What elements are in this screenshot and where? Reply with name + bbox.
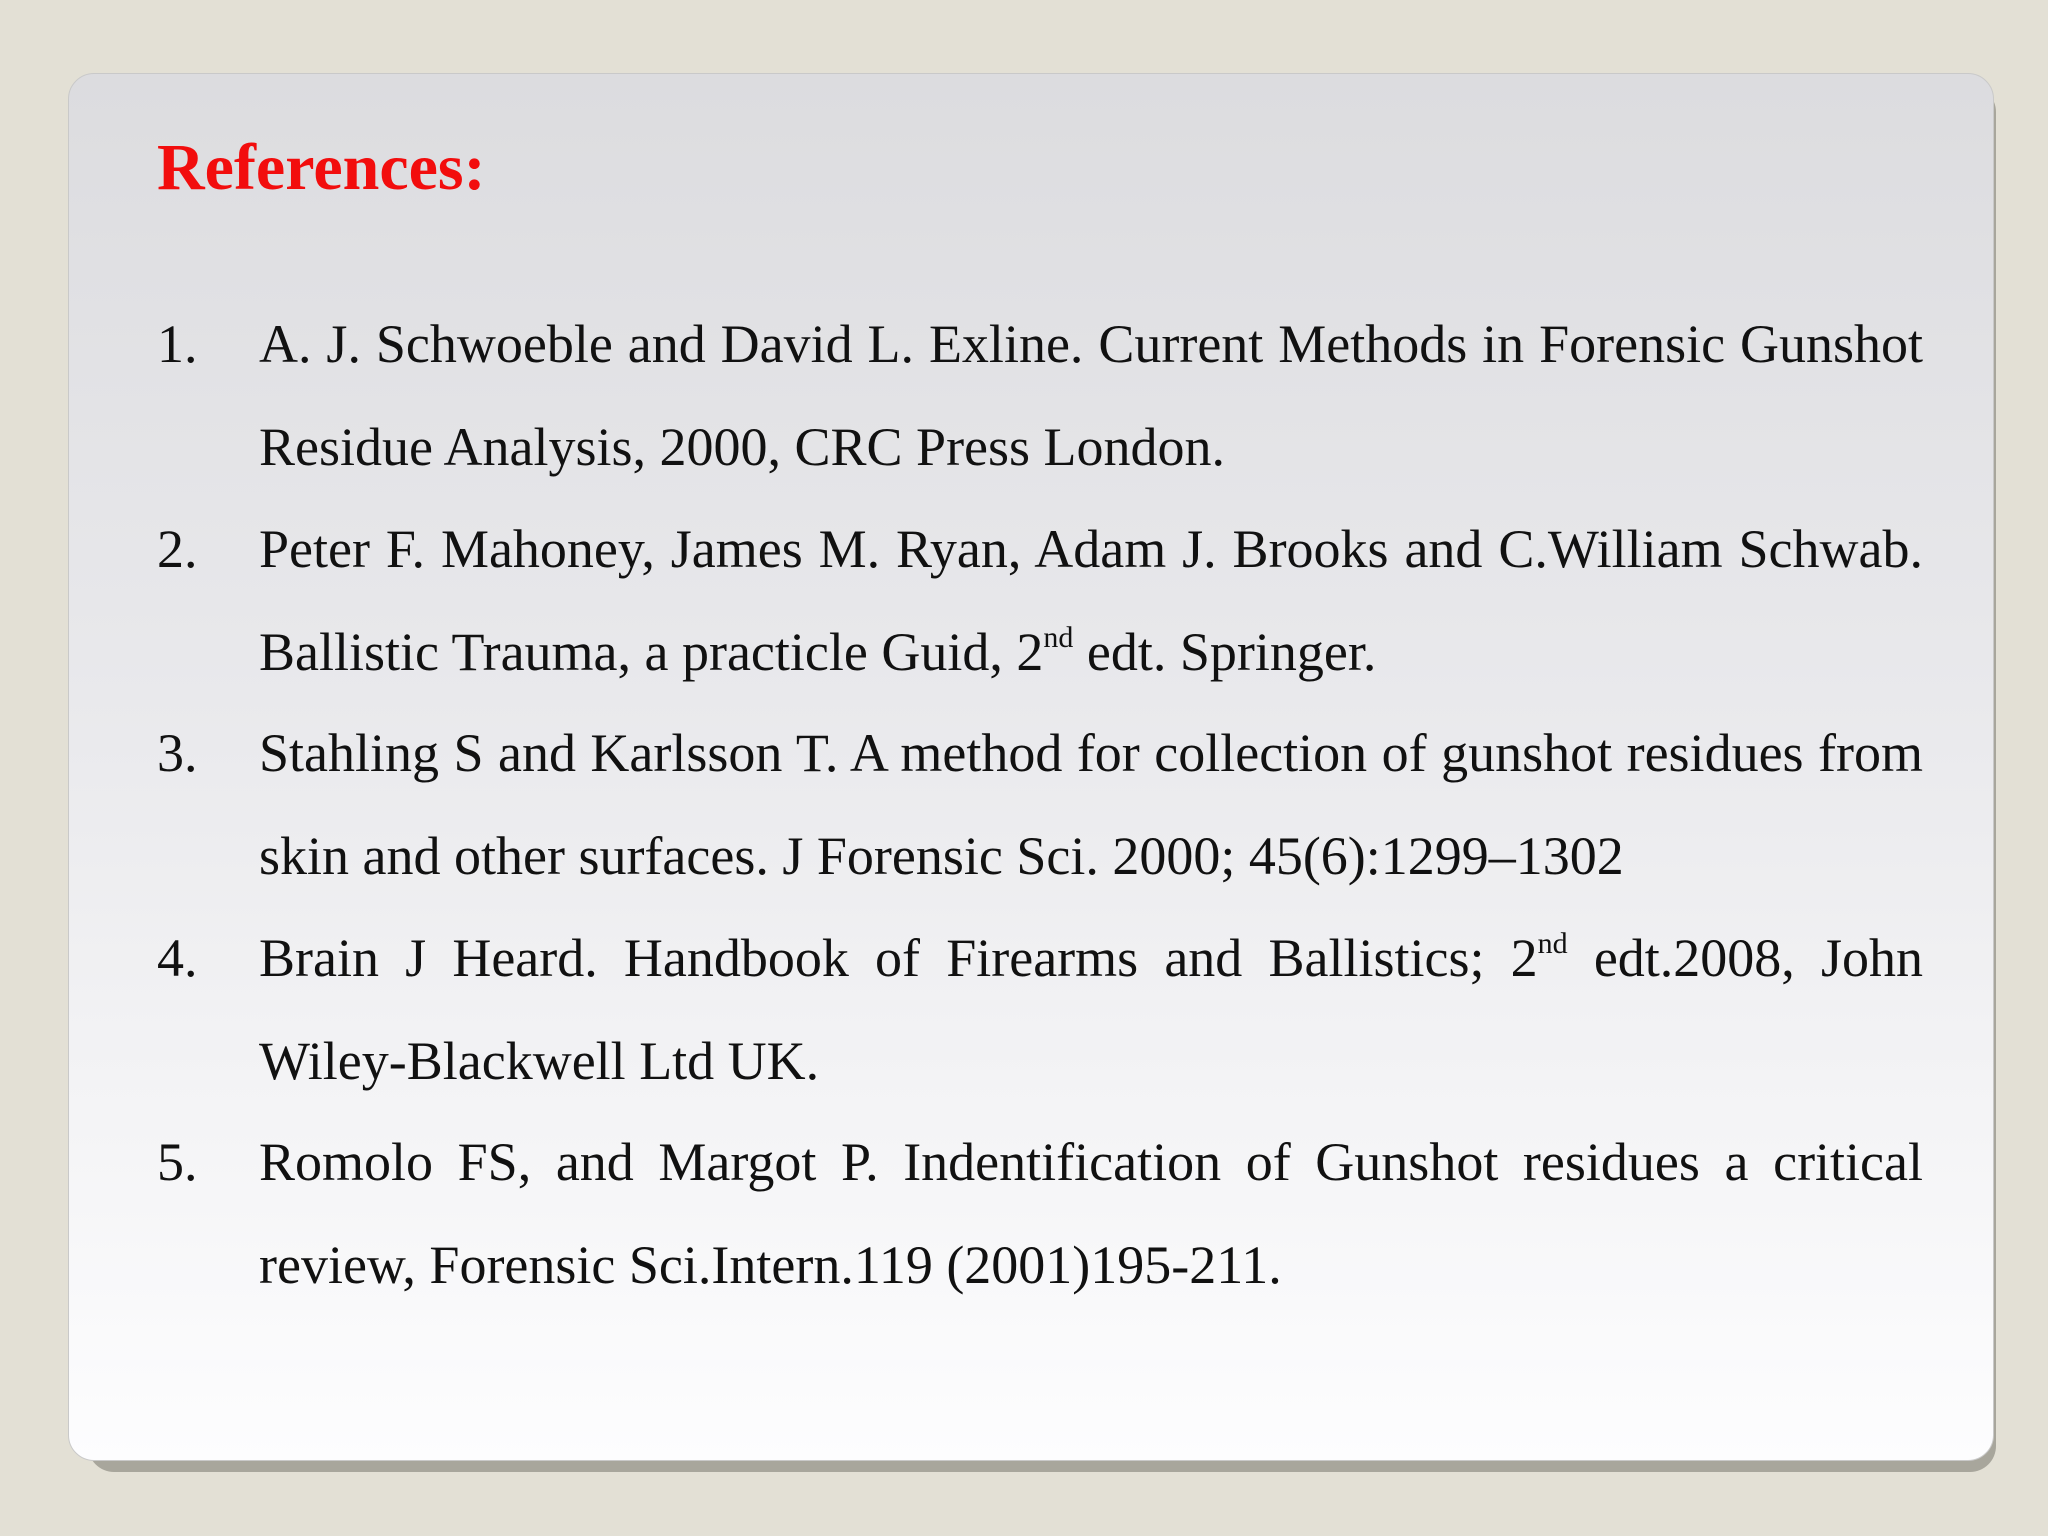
reference-number: 5.: [157, 1132, 198, 1192]
reference-number: 2.: [157, 519, 198, 579]
reference-text: A. J. Schwoeble and David L. Exline. Current Methods in Forensic Gunshot Residue Analysis, 2000, CRC Press London.: [259, 314, 1923, 477]
slide-title: References:: [157, 131, 486, 204]
reference-text-part: edt. Springer.: [1073, 622, 1377, 682]
reference-text: [259, 907, 1923, 1113]
reference-text: [259, 498, 1923, 704]
reference-text: Romolo FS, and Margot P. Indentification of Gunshot residues a critical review, Forensic Sci.Intern.119 (2001)195-211.: [259, 1132, 1923, 1295]
ordinal-superscript: nd: [1043, 621, 1074, 654]
reference-number: 1.: [157, 314, 198, 374]
reference-text-part: edt.2008, John Wiley-Blackwell Ltd UK.: [259, 928, 1923, 1091]
ordinal-superscript: nd: [1537, 927, 1568, 960]
reference-text-part: Brain J Heard. Handbook of Firearms and Ballistics; 2: [259, 928, 1538, 988]
reference-text-part: Peter F. Mahoney, James M. Ryan, Adam J. Brooks and C.William Schwab. Ballistic Trauma, a practicle Guid, 2: [259, 519, 1923, 682]
reference-number: 4.: [157, 928, 198, 988]
reference-number: 3.: [157, 723, 198, 783]
reference-text: Stahling S and Karlsson T. A method for collection of gunshot residues from skin and other surfaces. J Forensic Sci. 2000; 45(6):1299–1302: [259, 723, 1923, 886]
